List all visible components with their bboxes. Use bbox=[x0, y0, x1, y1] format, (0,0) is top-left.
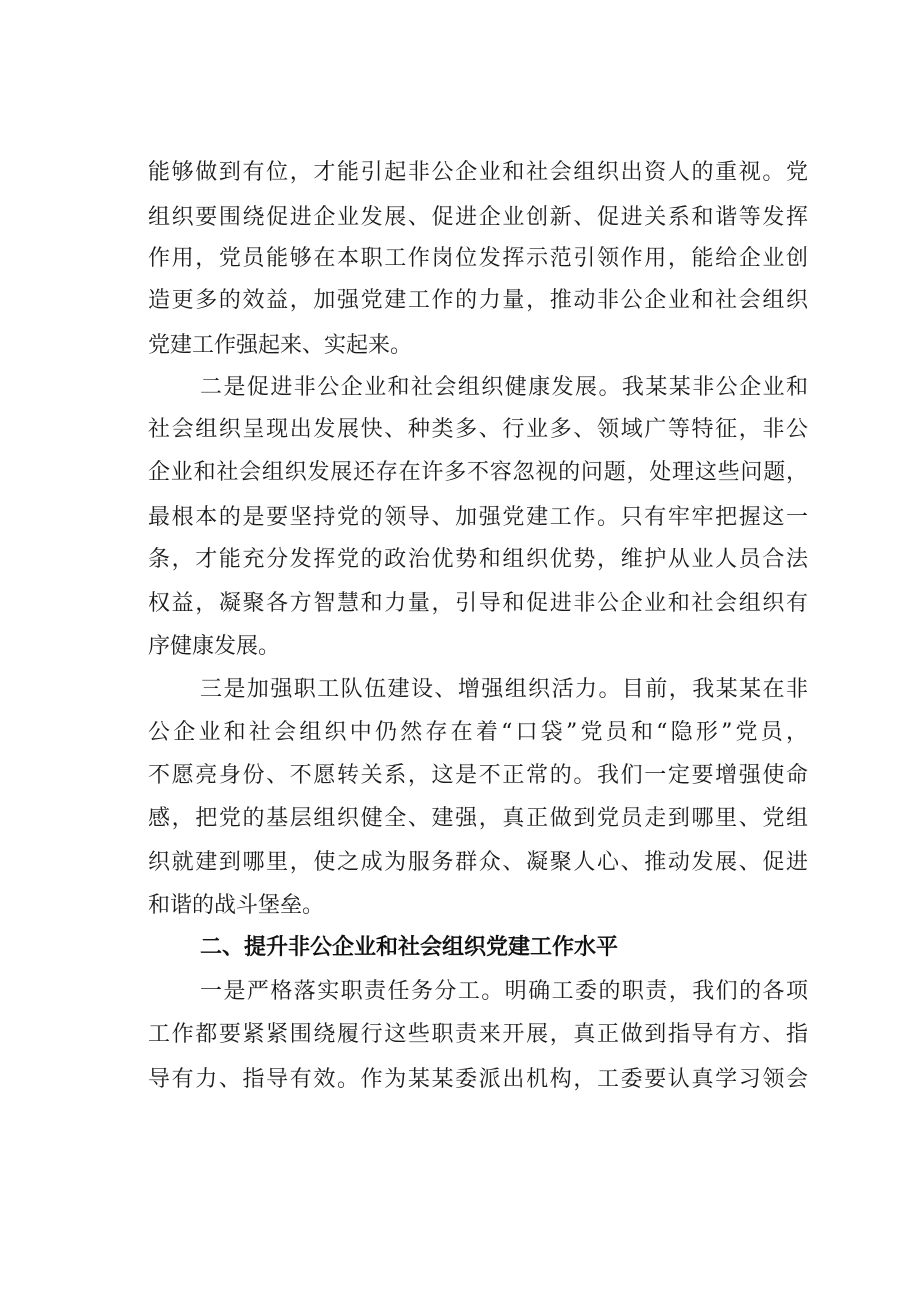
paragraph-3-line-3: 不愿亮身份、不愿转关系，这是不正常的。我们一定要增强使命 bbox=[148, 763, 808, 788]
section-heading: 二、提升非公企业和社会组织党建工作水平 bbox=[200, 935, 619, 960]
paragraph-3-line-6: 和谐的战斗堡垒。 bbox=[148, 893, 325, 918]
paragraph-3-line-1: 三是加强职工队伍建设、增强组织活力。目前，我某某在非 bbox=[200, 677, 808, 702]
paragraph-1-line-1: 能够做到有位，才能引起非公企业和社会组织出资人的重视。党 bbox=[148, 160, 808, 185]
paragraph-2-line-3: 企业和社会组织发展还存在许多不容忽视的问题，处理这些问题， bbox=[148, 460, 808, 485]
paragraph-2-line-4: 最根本的是要坚持党的领导、加强党建工作。只有牢牢把握这一 bbox=[148, 505, 808, 530]
paragraph-2-line-7: 序健康发展。 bbox=[148, 634, 281, 659]
paragraph-1-line-5: 党建工作强起来、实起来。 bbox=[148, 333, 413, 358]
paragraph-1-line-2: 组织要围绕促进企业发展、促进企业创新、促进关系和谐等发挥 bbox=[148, 205, 808, 230]
paragraph-2-line-1: 二是促进非公企业和社会组织健康发展。我某某非公企业和 bbox=[200, 375, 808, 400]
paragraph-3-line-5: 织就建到哪里，使之成为服务群众、凝聚人心、推动发展、促进 bbox=[148, 850, 808, 875]
paragraph-3-line-4: 感，把党的基层组织健全、建强，真正做到党员走到哪里、党组 bbox=[148, 806, 808, 831]
paragraph-4-line-1: 一是严格落实职责任务分工。明确工委的职责，我们的各项 bbox=[200, 979, 808, 1004]
paragraph-1-line-3: 作用，党员能够在本职工作岗位发挥示范引领作用，能给企业创 bbox=[148, 246, 808, 271]
paragraph-4-line-2: 工作都要紧紧围绕履行这些职责来开展，真正做到指导有方、指 bbox=[148, 1022, 808, 1047]
paragraph-1-line-4: 造更多的效益，加强党建工作的力量，推动非公企业和社会组织 bbox=[148, 288, 808, 313]
paragraph-2-line-5: 条，才能充分发挥党的政治优势和组织优势，维护从业人员合法 bbox=[148, 547, 808, 572]
paragraph-2-line-2: 社会组织呈现出发展快、种类多、行业多、领域广等特征，非公 bbox=[148, 417, 808, 442]
paragraph-3-line-2: 公企业和社会组织中仍然存在着“口袋”党员和“隐形”党员， bbox=[148, 720, 808, 745]
paragraph-4-line-3: 导有力、指导有效。作为某某委派出机构，工委要认真学习领会 bbox=[148, 1067, 808, 1092]
paragraph-2-line-6: 权益，凝聚各方智慧和力量，引导和促进非公企业和社会组织有 bbox=[148, 591, 808, 616]
